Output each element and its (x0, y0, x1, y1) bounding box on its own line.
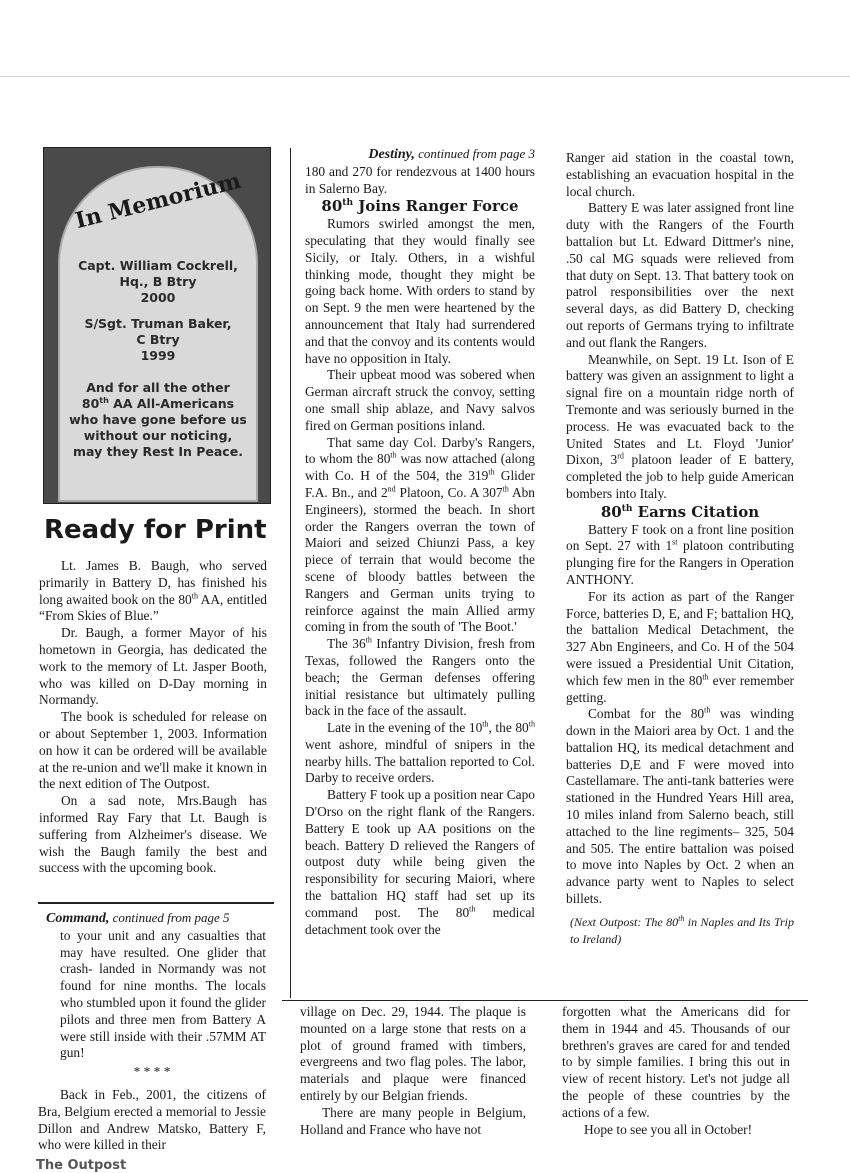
command-article (38, 910, 266, 1154)
ready-for-print-title: Ready for Print (44, 515, 267, 545)
memorial-image (43, 147, 271, 504)
memorial-title: In Memorium (72, 167, 244, 235)
ready-p1: Lt. James B. Baugh, who served primarily in Battery D, has finished his long awaited book on the 80th AA, entitled “From Skies of Blue.” (39, 558, 267, 624)
destiny-p4: The 36th Infantry Division, fresh from Texas, followed the Rangers onto the beach; the German defenses offering initial resistance but ultimately pulling back in the face of the assault. (305, 635, 535, 719)
destiny-p3: That same day Col. Darby's Rangers, to whom the 80th was now attached (along with Co. H of the 504, the 319th Glider F.A. Bn., and 2nd Platoon, Co. A 307th Abn Engineers), stormed the beach. In short order the Rangers overran the town of Maiori and seized Chiunzi Pass, a key piece of terrain that would become the scene of bloody battles between the Rangers and German units trying to reinforce against the main Allied army coming in from the south of 'The Boot.' (305, 434, 536, 635)
bottom-right-p2: Hope to see you all in October! (584, 1121, 753, 1137)
bottom-right-text (562, 1004, 790, 1138)
bottom-middle-text (300, 1004, 526, 1138)
column-rule (290, 148, 291, 998)
bottom-right-p1: forgotten what the Americans did for them in 1944 and 45. Thousands of our brethren's graves are cared for and tended to by simple families. I bring this out in view of recent history. Let's not judge all the people of these countries by the actions of a few. (562, 1004, 790, 1120)
memorial-name1: Capt. William Cockrell, Hq., B Btry 2000 (78, 258, 238, 305)
col3-p5: Combat for the 80th was winding down in the Maiori area by Oct. 1 and the battalion HQ, its medical detachment and batteries D,E and F were moved into Castellamare. The anti-tank batteries were stationed in the Hundred Years Hill area, 10 miles inland from Salerno beach, still attached to the line regiments– 325, 504 and 505. The entire battalion was poised to move into Naples by Oct. 2 when an advance party went to Naples to select billets. (566, 705, 794, 907)
ready-article (39, 558, 267, 877)
destiny-article (305, 146, 535, 938)
separator-stars: * * * * (133, 1064, 171, 1080)
col3-p4: For its action as part of the Ranger Force, batteries D, E, and F; battalion HQ, the battalion Medical Detachment, the 327 Abn Engineers, and Co. H of the 504 were issued a Presidential Unit Citation, which few men in the 80th ever remember getting. (566, 588, 794, 705)
third-column (566, 150, 794, 947)
memorial-name2: S/Sgt. Truman Baker, C Btry 1999 (84, 316, 232, 363)
ready-p2: Dr. Baugh, a former Mayor of his hometown in Georgia, has dedicated the work to the memory of Lt. Jasper Booth, who was killed on D-Day morning in Normandy. (39, 625, 267, 708)
command-continued-label: Command, continued from page 5 (46, 910, 230, 926)
heading-joins-ranger-force: 80th Joins Ranger Force (321, 197, 519, 216)
command-p1: to your unit and any casualties that may have resulted. One glider that crash- landed in Normandy was not found for nine months. The locals who stumbled upon it found the glider pilots and three men from Battery A were still inside with their .57MM AT gun! (60, 927, 266, 1061)
command-p2: Back in Feb., 2001, the citizens of Bra, Belgium erected a memorial to Jessie Dillon and Andrew Matsko, Battery F, who were killed in their (38, 1086, 266, 1153)
tombstone (58, 166, 258, 502)
destiny-continued-label: Destiny, continued from page 3 (368, 146, 535, 162)
destiny-p5: Late in the evening of the 10th, the 80th went ashore, mindful of snipers in the nearby hills. The battalion reported to Col. Darby to receive orders. (305, 719, 535, 786)
destiny-p0: 180 and 270 for rendezvous at 1400 hours in Salerno Bay. (305, 163, 535, 196)
destiny-p1: Rumors swirled amongst the men, speculating that they would finally see Sicily, or Italy. Others, in a wishful thinking mode, thought they might be going back home. With orders to stand by on Sept. 9 the men were heartened by the announcement that Italy had surrendered and that the convoy and its contents would have no opposition in Italy. (305, 216, 535, 366)
col3-p2: Meanwhile, on Sept. 19 Lt. Ison of E battery was given an assignment to light a signal fire on a mountain ridge north of Tremonte and was seriously burned in the process. He was evacuated back to the United States and Lt. Floyd 'Junior' Dixon, 3rd platoon leader of E battery, completed the job to help guide American bombers into Italy. (566, 351, 794, 501)
divider (38, 902, 274, 904)
bottom-mid-p2: There are many people in Belgium, Holland and France who have not (300, 1104, 526, 1137)
footer-masthead: The Outpost (36, 1158, 127, 1173)
scan-top-margin (0, 0, 850, 77)
bottom-mid-p1: village on Dec. 29, 1944. The plaque is mounted on a large stone that rests on a plot of ground framed with timbers, evergreens and two flag poles. The labor, materials and plaque were financed entirely by our Belgian friends. (300, 1004, 526, 1103)
memorial-tribute: And for all the other 80th AA All-Americans who have gone before us without our noticing, may they Rest In Peace. (69, 380, 247, 459)
heading-earns-citation: 80th Earns Citation (600, 502, 760, 521)
col3-p0: Ranger aid station in the coastal town, establishing an evacuation hospital in the local church. (566, 150, 794, 199)
destiny-p2: Their upbeat mood was sobered when German aircraft struck the convoy, setting one small ship ablaze, and Navy salvos fired on German positions inland. (305, 367, 535, 433)
col3-p3: Battery F took on a front line position on Sept. 27 with 1st platoon contributing plunging fire for the Rangers in Operation ANTHONY. (566, 521, 794, 587)
bottom-divider (282, 1000, 808, 1001)
col3-p1: Battery E was later assigned front line duty with the Rangers of the Fourth battalion but Lt. Edward Dittmer's nine, .50 cal MG squads were relieved from that duty on Sept. 13. That battery took on patrol responsibilities over the next several days, as did Battery D, checking out reports of Germans trying to infiltrate and out flank the Rangers. (566, 200, 794, 350)
next-outpost-note: (Next Outpost: The 80th in Naples and Its Trip to Ireland) (570, 913, 794, 946)
ready-p3: The book is scheduled for release on or about September 1, 2003. Information on how it can be ordered will be available at the re-union and we'll make it known in the next edition of The Outpost. (39, 709, 267, 792)
ready-p4: On a sad note, Mrs.Baugh has informed Ray Fary that Lt. Baugh is suffering from Alzheimer's disease. We wish the Baugh family the best and success with the upcoming book. (39, 793, 267, 876)
destiny-p6: Battery F took up a position near Capo D'Orso on the right flank of the Rangers. Battery E took up AA positions on the beach. Battery D relieved the Rangers of outpost duty while being given the responsibility for securing Maiori, where the battalion HQ staff had set up its command post. The 80th medical detachment took over the (305, 787, 536, 937)
